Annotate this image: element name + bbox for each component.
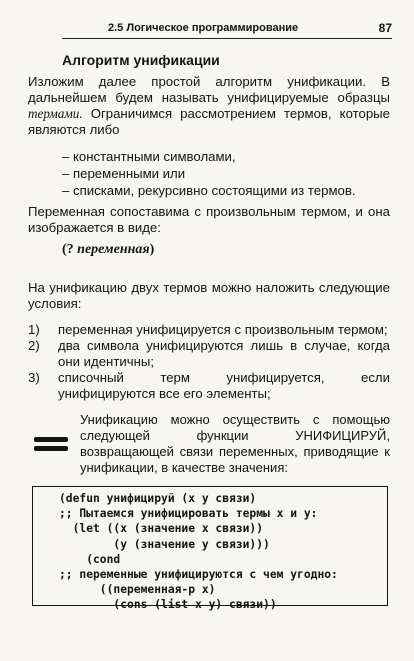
code-line: (cond [59,552,121,566]
intro-text-a: Изложим далее простой алгоритм унификации. В дальнейшем будем называть унифицируемые образцы [28,74,390,105]
list-item [28,370,390,402]
code-line: ((переменная-p x) [59,583,216,597]
code-line: (y (значение y связи))) [59,537,270,551]
item-number: 1) [28,322,40,337]
list-item: – переменными или [62,166,186,181]
variable-form [62,242,154,258]
list-item [28,338,390,370]
code-line: ;; переменные унифицируются с чем угодно: [59,568,338,582]
item-text: списочный терм унифицируется, если унифицируются все его элементы; [58,370,390,401]
code-line: (cons (list x y) связи)) [59,598,277,612]
function-note: Унификацию можно осуществить с помощью следующей функции УНИФИЦИРУЙ, возвращающей связи переменных, приводящие к унификации, в качестве значения: [80,412,390,475]
section-title: 2.5 Логическое программирование [108,22,299,34]
conditions-list [28,322,390,402]
margin-marker-icon [34,437,68,463]
list-item: – константными символами, [62,149,236,164]
form-italic: переменная [77,242,150,257]
conditions-intro: На унификацию двух термов можно наложить следующие условия: [28,280,390,311]
running-header [62,20,392,39]
code-line: ;; Пытаемся унифицировать термы x и y: [59,507,318,521]
code-line: (defun унифицируй (x y связи) [59,492,257,505]
form-suffix: ) [149,242,155,257]
list-item [28,322,390,338]
item-text: переменная унифицируется с произвольным термом; [58,322,388,337]
subsection-heading: Алгоритм унификации [62,52,220,68]
form-prefix: (? [62,242,78,257]
item-text: два символа унифицируются лишь в случае, когда они идентичны; [58,338,390,369]
variable-paragraph: Переменная сопоставима с произвольным термом, и она изображается в виде: [28,204,390,235]
code-listing [32,486,388,612]
page-number: 87 [378,21,392,35]
intro-text-b: Ограничимся рассмотрением термов, которые являются либо [28,106,390,137]
term-kinds-list [62,148,356,199]
intro-paragraph [28,74,390,138]
code-line: (let ((x (значение x связи)) [59,522,264,536]
intro-term-italic: термами. [28,106,83,121]
item-number: 2) [28,338,40,353]
list-item: – списками, рекурсивно состоящими из термов. [62,183,356,198]
item-number: 3) [28,370,40,385]
